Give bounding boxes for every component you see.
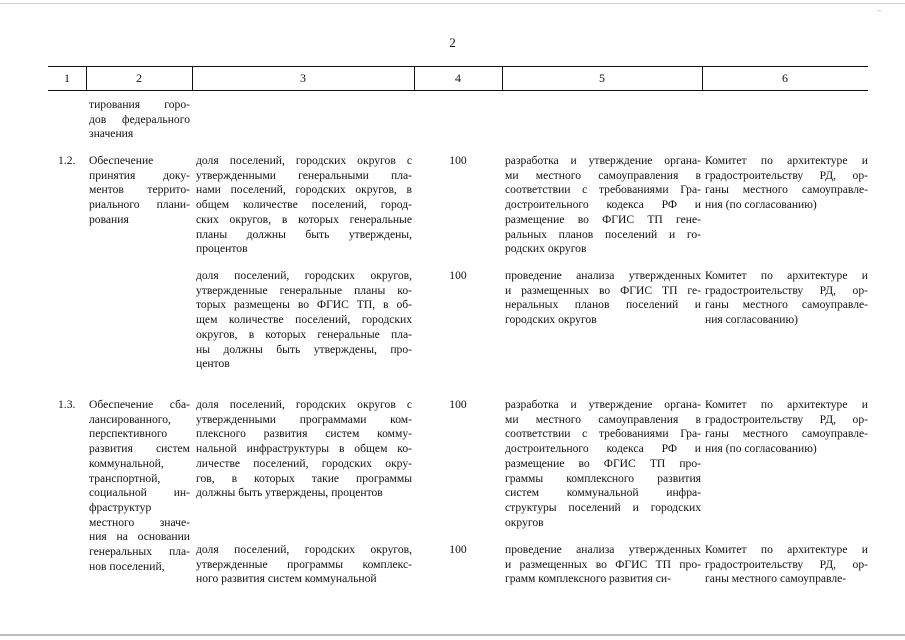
text-line: ганы местного самоуправле- [705,572,847,586]
cell-lines [89,398,190,574]
text-line: ния (по согласованию) [705,442,817,456]
header-col-5: 5 [599,71,605,85]
text-line: риального плани- [89,198,190,212]
text-line: принятия доку- [89,168,190,182]
text-line: утвержденные программы комплекс- [196,557,412,571]
text-line: градостроительству РД, ор- [705,557,868,571]
text-line: процентов [196,242,248,256]
target-value-1-2-a: 100 [449,154,467,167]
text-line: утвержденными программами ком- [196,412,412,426]
text-line: коммунальной, [89,456,164,470]
text-line: ния согласованию) [705,313,799,327]
text-line: градостроительству РД, ор- [705,283,868,297]
text-line: родских округов [505,242,587,256]
responsible-1-3-a [705,398,868,457]
scan-edge-top [0,3,905,4]
text-line: ми местного самоуправления в [505,168,701,182]
text-line: соответствии с требованиями Гра- [505,427,701,441]
text-line: достроительного кодекса РФ и [505,442,701,456]
text-line: нами поселений, городских округов, в [196,183,412,197]
text-line: лансированного, [89,412,171,426]
header-col-4: 4 [455,71,461,85]
cell-lines [505,543,701,587]
indicator-1-3-a [196,398,412,501]
text-line: и размещенных во ФГИС ТП ге- [505,283,701,297]
text-line: градостроительству РД, ор- [705,168,868,182]
text-line: неральных планов поселений и [505,298,701,312]
text-line: значения [89,127,134,141]
text-line: ских округов, в которых генеральные [196,212,412,226]
text-line: ны должны быть утверждены, про- [196,342,412,356]
text-line: гов, в которых такие программы [196,471,412,485]
task-1-3 [89,398,190,574]
header-col-1: 1 [64,71,70,85]
text-line: перспективного [89,427,168,441]
cell-lines [196,269,412,372]
cell-lines [196,398,412,501]
text-line: должны быть утверждены, процентов [196,486,383,500]
text-line: Комитет по архитектуре и [705,269,868,282]
text-line: рования [89,212,129,226]
text-line: ральных планов поселений и го- [505,227,701,241]
indicator-1-3-b [196,543,412,587]
text-line: развития систем [89,442,190,456]
text-line: личестве поселений, городских окру- [196,456,412,470]
responsible-1-3-b [705,543,868,587]
responsible-1-2-a [705,154,868,213]
text-line: планы должны быть утверждены, [196,227,412,241]
text-line: округов [505,515,544,529]
text-line: транспортной, [89,471,161,485]
text-line: доля поселений, городских округов с [196,154,412,167]
text-line: достроительного кодекса РФ и [505,198,701,212]
text-line: ного развития систем коммунальной [196,572,377,586]
text-line: структуры поселений и городских [505,500,701,514]
cell-lines [705,398,868,457]
table-top-rule [48,66,868,67]
activity-1-3-b [505,543,701,587]
text-line: доля поселений, городских округов, [196,269,412,282]
cell-lines [196,154,412,257]
responsible-1-2-b [705,269,868,328]
activity-1-2-a [505,154,701,257]
text-line: разработка и утверждение органа- [505,398,701,411]
text-line: Комитет по архитектуре и [705,398,868,411]
text-line: разработка и утверждение органа- [505,154,701,167]
text-line: местного значе- [89,515,190,529]
cell-lines [89,154,190,228]
text-line: социальной ин- [89,486,190,500]
activity-1-3-a [505,398,701,530]
cell-lines [505,154,701,257]
header-col-3: 3 [300,71,306,85]
activity-1-2-b [505,269,701,328]
text-line: доля поселений, городских округов, [196,543,412,556]
indicator-1-2-b [196,269,412,372]
text-line: соответствии с требованиями Гра- [505,183,701,197]
text-line: размещение во ФГИС ТП про- [505,456,701,470]
text-line: утвержденными генеральными пла- [196,168,412,182]
continued-task-text [89,98,190,142]
text-line: ми местного самоуправления в [505,412,701,426]
header-col-6: 6 [782,71,788,85]
cell-lines [705,269,868,328]
target-value-1-2-b: 100 [449,269,467,282]
text-line: проведение анализа утвержденных [505,543,701,556]
cell-lines [196,543,412,587]
text-line: щем количестве поселений, городских [196,313,412,327]
text-line: Обеспечение [89,154,154,167]
text-line: доля поселений, городских округов с [196,398,412,411]
text-line: городских округов [505,313,597,327]
text-line: и размещенных во ФГИС ТП про- [505,557,701,571]
text-line: ния на основании [89,530,190,544]
scan-edge-bottom [0,634,905,636]
text-line: Комитет по архитектуре и [705,543,868,556]
target-value-1-3-a: 100 [449,398,467,411]
text-line: торых размещены во ФГИС ТП, в об- [196,298,412,312]
text-line: нальной инфраструктуры в общем ко- [196,442,412,456]
text-line: граммы комплексного развития [505,471,701,485]
text-line: округов, в которых генеральные пла- [196,327,412,341]
text-line: утвержденные генеральные планы ко- [196,283,412,297]
text-line: размещение во ФГИС ТП гене- [505,212,701,226]
text-line: фраструктур [89,500,152,514]
text-line: генеральных пла- [89,545,190,559]
cell-lines [505,269,701,328]
text-line: центов [196,357,230,371]
text-line: градостроительству РД, ор- [705,412,868,426]
scan-artifact: ~ [877,6,882,16]
header-bottom-rule [48,90,868,91]
text-line: общем количестве поселений, город- [196,198,412,212]
text-line: грамм комплексного развития си- [505,572,671,586]
cell-lines [89,98,190,142]
cell-lines [705,154,868,213]
text-line: Комитет по архитектуре и [705,154,868,167]
text-line: дов федерального [89,112,190,126]
text-line: систем коммунальной инфра- [505,486,701,500]
text-line: плексного развития систем комму- [196,427,412,441]
task-1-2 [89,154,190,228]
row-number-1-3: 1.3. [58,398,76,411]
indicator-1-2-a [196,154,412,257]
page-number: 2 [449,35,456,50]
header-col-2: 2 [136,71,142,85]
text-line: проведение анализа утвержденных [505,269,701,282]
text-line: нов поселений, [89,559,165,573]
text-line: ния (по согласованию) [705,198,817,212]
cell-lines [705,543,868,587]
text-line: тирования горо- [89,98,190,111]
text-line: Обеспечение сба- [89,398,190,411]
row-number-1-2: 1.2. [58,154,76,167]
text-line: ганы местного самоуправле- [705,427,868,441]
text-line: ганы местного самоуправле- [705,298,868,312]
target-value-1-3-b: 100 [449,543,467,556]
text-line: ганы местного самоуправле- [705,183,868,197]
text-line: ментов террито- [89,183,190,197]
cell-lines [505,398,701,530]
